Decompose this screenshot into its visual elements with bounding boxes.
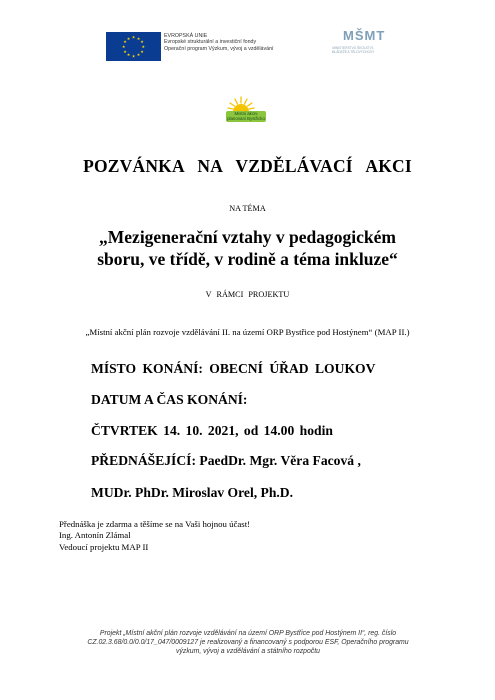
event-lecturer: PŘEDNÁŠEJÍCÍ: PaedDr. Mgr. Věra Facová , (91, 453, 361, 468)
closing-note: Přednáška je zdarma a těšíme se na Vaši hojnou účast! (59, 519, 251, 529)
invitation-title: POZVÁNKA NA VZDĚLÁVACÍ AKCI (83, 156, 412, 176)
topic-line: „Mezigenerační vztahy v pedagogickém (99, 227, 396, 247)
svg-text:★: ★ (140, 39, 144, 45)
eu-line: Evropské strukturální a investiční fondy (164, 39, 257, 46)
organizer-name: Ing. Antonín Zlámal (59, 530, 131, 541)
event-date-label: DATUM A ČAS KONÁNÍ: (91, 392, 248, 407)
topic-title (0, 227, 495, 270)
msmt-logo (325, 28, 386, 68)
svg-text:★: ★ (131, 34, 136, 40)
msmt-mark: MŠMT (343, 28, 386, 43)
event-place: MÍSTO KONÁNÍ: OBECNÍ ÚŘAD LOUKOV (91, 361, 376, 376)
organizer-role: Vedoucí projektu MAP II (59, 541, 149, 552)
map-logo-text: Mistni akcni planovani Bystřicko (227, 111, 265, 121)
svg-text:★: ★ (136, 35, 141, 41)
svg-text:★: ★ (126, 35, 131, 41)
svg-text:★: ★ (121, 44, 126, 49)
event-lecturer-2: MUDr. PhDr. Miroslav Orel, Ph.D. (91, 485, 294, 500)
svg-text:★: ★ (131, 53, 136, 59)
topic-line: sboru, ve třídě, v rodině a téma inkluze“ (97, 248, 398, 269)
project-label: V RÁMCI PROJEKTU (205, 290, 290, 299)
footer-line: Projekt „Místní akční plán rozvoje vzdělávání na území ORP Bystřice pod Hostýnem II“, reg. číslo (99, 630, 397, 637)
topic-label: NA TÉMA (229, 204, 266, 213)
svg-text:★: ★ (140, 48, 144, 54)
footer-line: výzkum, vývoj a vzdělávání a státního rozpočtu (175, 648, 320, 656)
closing-notes (59, 519, 250, 553)
svg-text:★: ★ (136, 52, 141, 58)
svg-text:★: ★ (141, 44, 146, 49)
svg-text:★: ★ (126, 52, 131, 58)
svg-text:★: ★ (123, 48, 127, 54)
project-name: „Místní akční plán rozvoje vzdělávání II. na území ORP Bystřice pod Hostýnem“ (MAP II.) (85, 327, 410, 337)
eu-flag-logo (106, 32, 161, 61)
eu-line: EVROPSKÁ UNIE (164, 33, 208, 39)
map-project-logo (214, 95, 268, 129)
event-date: ČTVRTEK 14. 10. 2021, od 14.00 hodin (91, 423, 333, 438)
msmt-subtitle: MINISTERSTVO ŠKOLSTVÍ, MLÁDEŽE A TĚLOVÝCHOVY (331, 46, 375, 54)
eu-funding-text (164, 33, 274, 52)
eu-line: Operační program Výzkum, vývoj a vzdělávání (164, 45, 274, 52)
project-footer (60, 629, 436, 657)
footer-line: CZ.02.3.68/0.0/0.0/17_047/0009127 je realizovaný a financovaný s podporou ESF, Operačního programu (87, 639, 409, 647)
svg-text:★: ★ (123, 39, 127, 45)
